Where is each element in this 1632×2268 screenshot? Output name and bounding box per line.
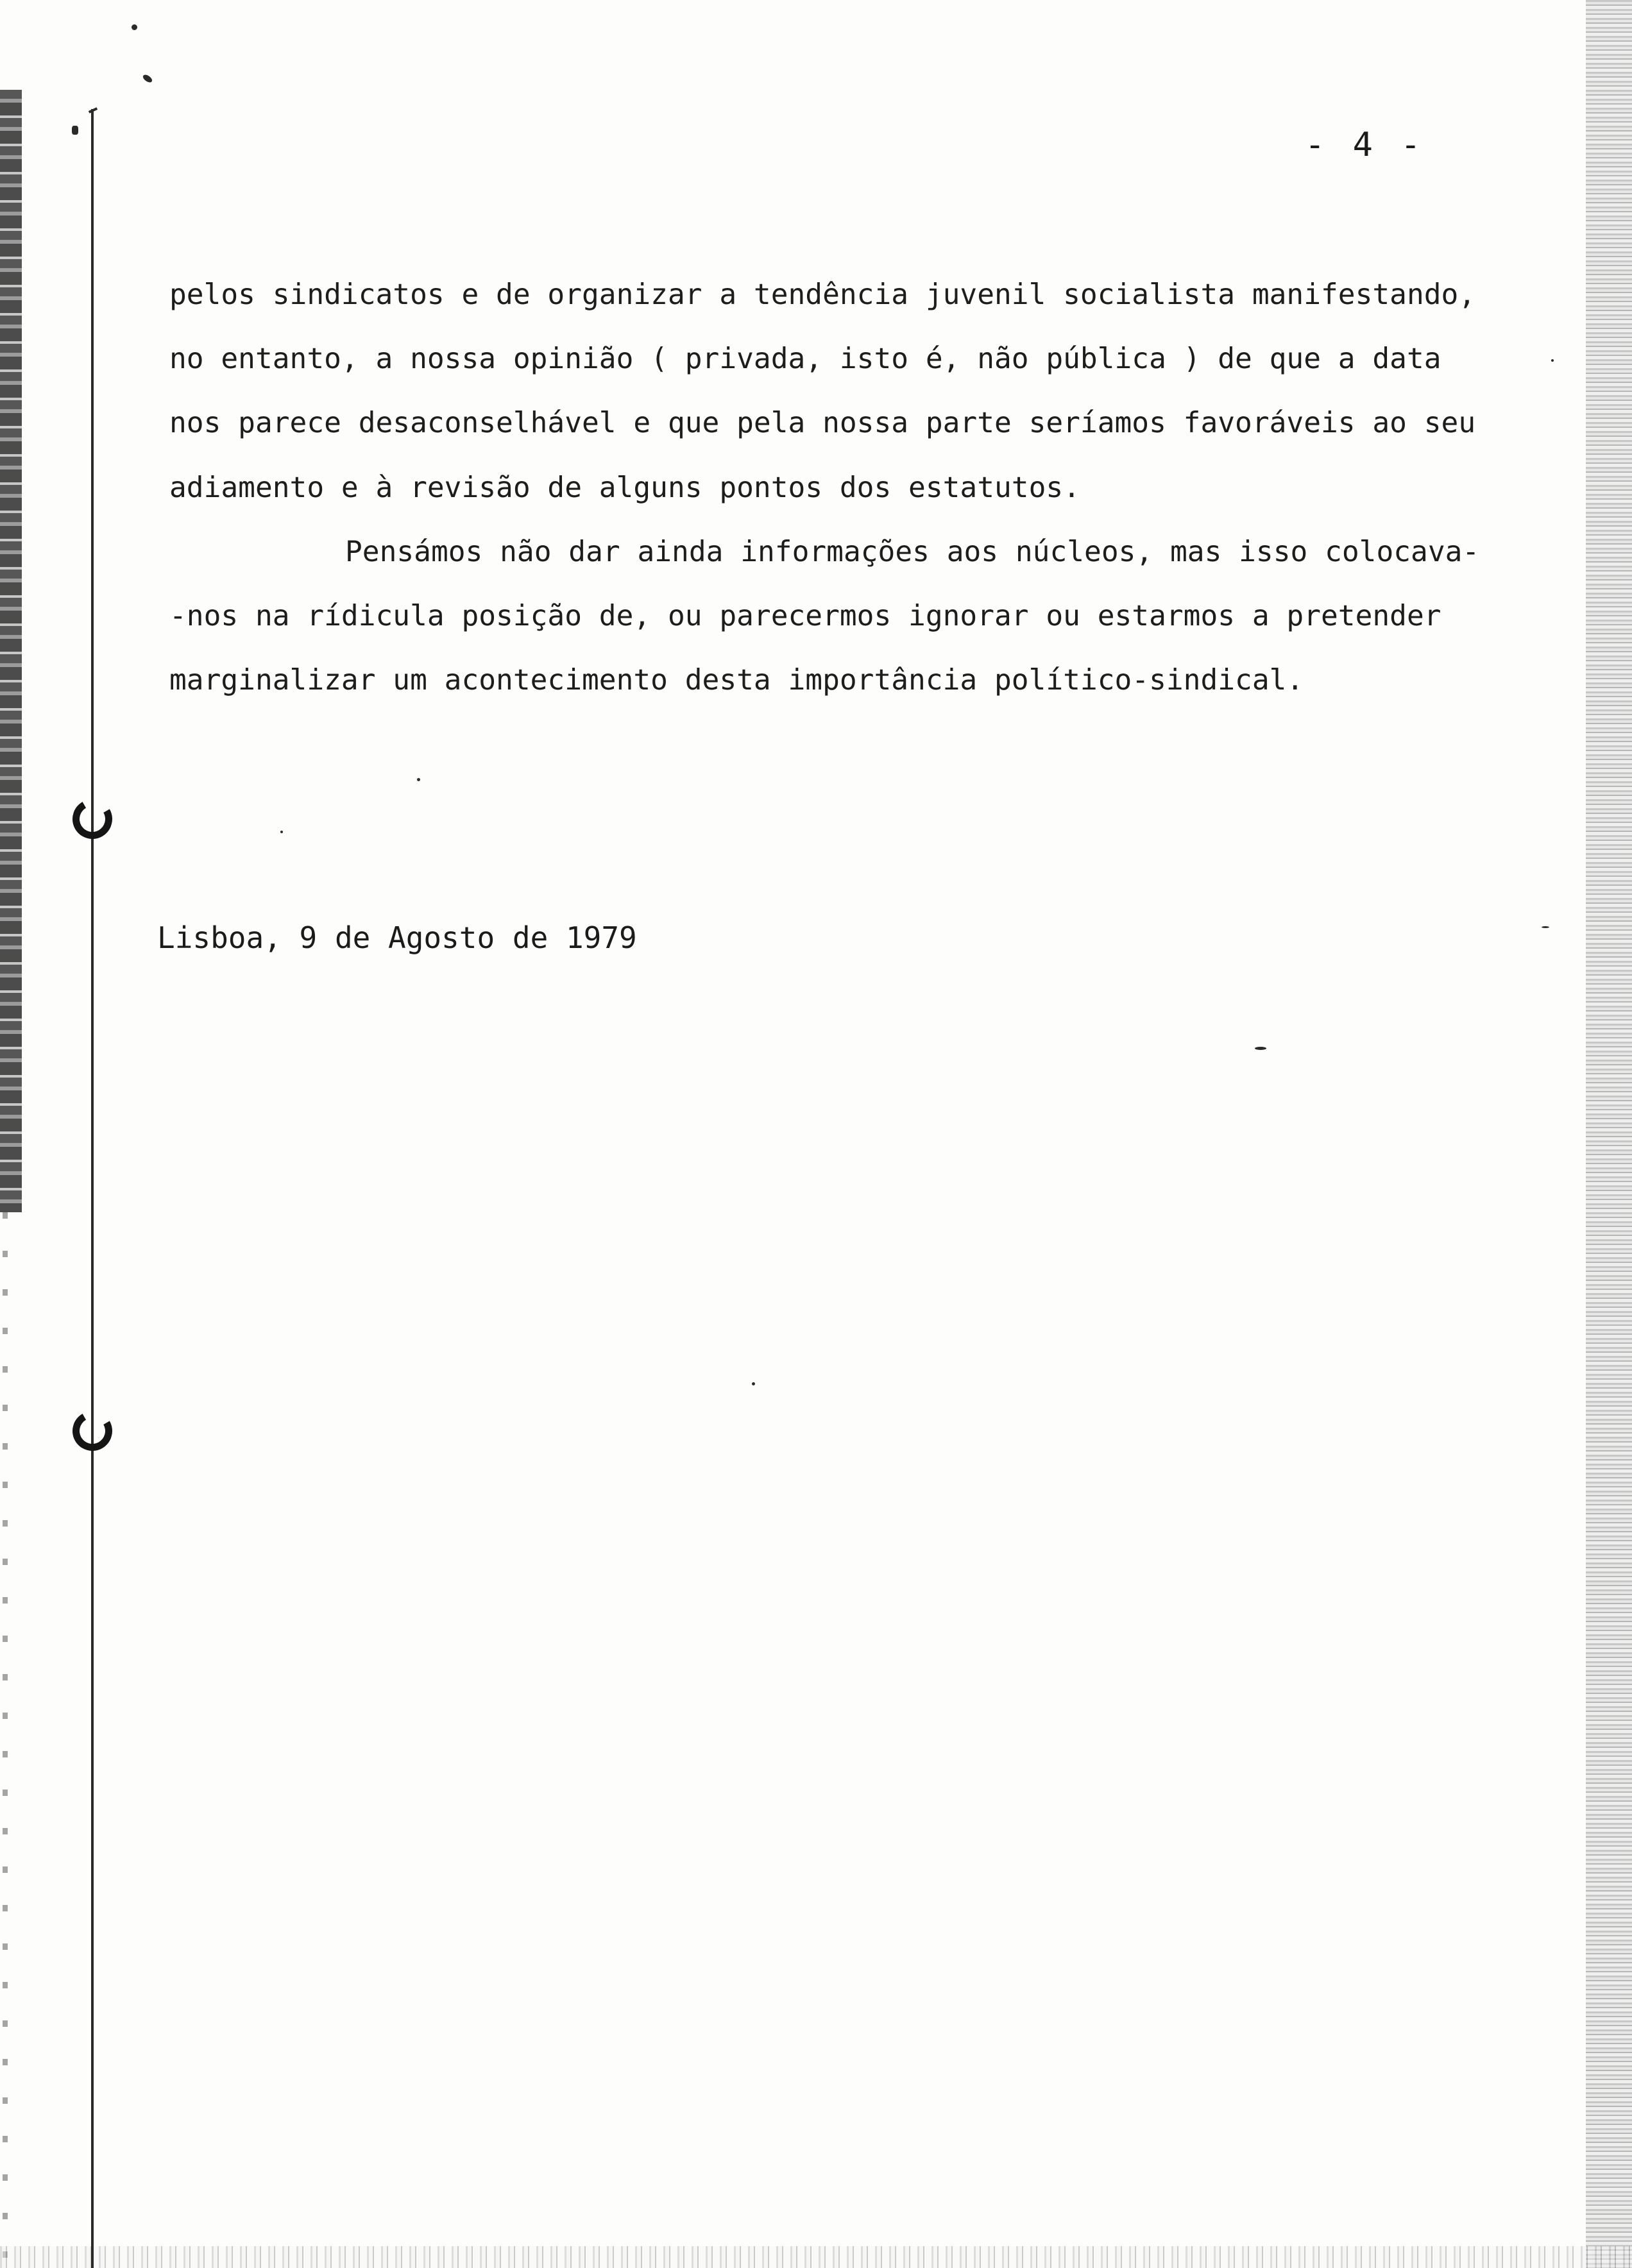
scan-bottom-edge — [0, 2246, 1632, 2268]
body-text-line: marginalizar um acontecimento desta importância político-sindical. — [169, 664, 1304, 697]
page-number: - 4 - — [1305, 126, 1425, 164]
body-text-line: no entanto, a nossa opinião ( privada, isto é, não pública ) de que a data — [169, 343, 1441, 375]
scan-speck — [417, 778, 420, 781]
body-text-line: -nos na rídicula posição de, ou parecermos ignorar ou estarmos a pretender — [169, 600, 1441, 632]
scan-left-edge-lower — [3, 1212, 8, 2268]
scan-speck — [132, 24, 137, 30]
body-text-line: pelos sindicatos e de organizar a tendência juvenil socialista manifestando, — [169, 278, 1476, 311]
punch-hole-upper — [68, 795, 117, 843]
scan-speck — [72, 126, 78, 135]
scan-speck — [1542, 926, 1549, 928]
body-text-line-indented: Pensámos não dar ainda informações aos núcleos, mas isso colocava- — [345, 536, 1480, 568]
scan-speck — [752, 1382, 755, 1385]
place-date-line: Lisboa, 9 de Agosto de 1979 — [157, 920, 637, 955]
binder-margin-rule — [91, 109, 94, 2268]
scan-speck — [1255, 1047, 1266, 1050]
body-text-line: adiamento e à revisão de alguns pontos dos estatutos. — [169, 471, 1080, 504]
scan-speck — [142, 73, 153, 84]
scan-speck — [1551, 359, 1554, 362]
scan-right-edge — [1586, 0, 1632, 2268]
body-text-line: nos parece desaconselhável e que pela nossa parte seríamos favoráveis ao seu — [169, 407, 1476, 439]
punch-hole-lower — [68, 1407, 117, 1455]
scan-speck — [280, 831, 283, 833]
scan-left-edge — [0, 90, 22, 1212]
